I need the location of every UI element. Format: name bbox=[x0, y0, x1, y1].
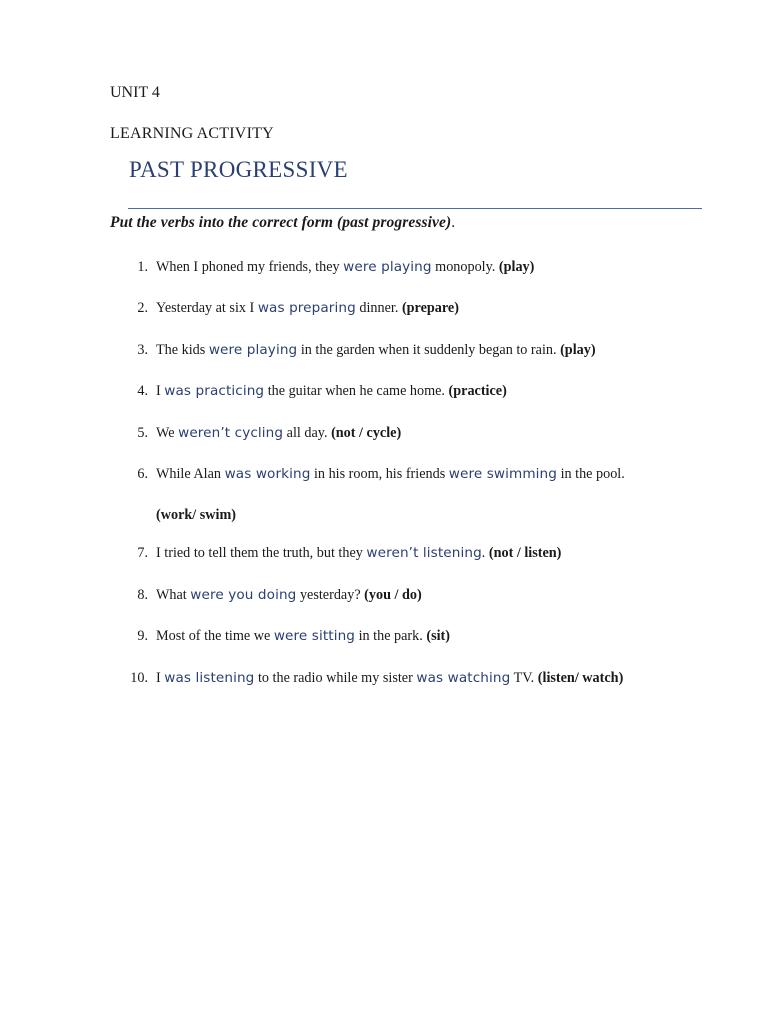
item-sentence bbox=[156, 628, 450, 645]
sentence-text: I tried to tell them the truth, but they bbox=[156, 545, 367, 561]
item-number: 4. bbox=[137, 383, 148, 399]
item-sentence bbox=[156, 425, 401, 442]
answer-verb: was working bbox=[224, 466, 311, 482]
item-sentence bbox=[156, 670, 623, 687]
answer-verb: were you doing bbox=[190, 587, 297, 603]
answer-verb: were sitting bbox=[273, 628, 356, 644]
sentence-text: all day. bbox=[283, 425, 332, 441]
sentence-text: I bbox=[156, 383, 165, 399]
item-sentence bbox=[156, 545, 561, 562]
verb-hint: (listen/ watch) bbox=[537, 670, 624, 686]
instruction-period: . bbox=[451, 214, 456, 231]
sentence-text: in his room, his friends bbox=[310, 466, 449, 482]
answer-verb: was listening bbox=[164, 670, 255, 686]
answer-verb: were playing bbox=[343, 259, 432, 275]
answer-verb: was practicing bbox=[164, 383, 265, 399]
item-sentence bbox=[156, 383, 507, 400]
verb-hint: (play) bbox=[498, 259, 535, 275]
item-sentence bbox=[156, 259, 534, 276]
answer-verb: were swimming bbox=[448, 466, 558, 482]
item-number: 2. bbox=[137, 300, 148, 316]
answer-verb: weren’t listening bbox=[366, 545, 482, 561]
verb-hint: (not / listen) bbox=[488, 545, 562, 561]
instruction-body: Put the verbs into the correct form (past progressive) bbox=[110, 214, 452, 231]
item-number: 1. bbox=[137, 259, 148, 275]
item-number: 10. bbox=[130, 670, 148, 686]
verb-hint: (prepare) bbox=[401, 300, 459, 316]
sentence-text: in the pool. bbox=[557, 466, 625, 482]
item-number: 9. bbox=[137, 628, 148, 644]
sentence-text: When I phoned my friends, they bbox=[156, 259, 344, 275]
sentence-text: . bbox=[481, 545, 489, 561]
sentence-text: to the radio while my sister bbox=[254, 670, 417, 686]
sentence-text: I bbox=[156, 670, 165, 686]
sentence-text: Yesterday at six I bbox=[156, 300, 258, 316]
sentence-text: We bbox=[156, 425, 179, 441]
activity-label: LEARNING ACTIVITY bbox=[110, 125, 274, 142]
verb-hint: (play) bbox=[560, 342, 596, 358]
verb-hint: (work/ swim) bbox=[156, 507, 236, 523]
sentence-text: While Alan bbox=[156, 466, 225, 482]
item-number: 8. bbox=[137, 587, 148, 603]
unit-label: UNIT 4 bbox=[110, 84, 160, 101]
verb-hint: (sit) bbox=[426, 628, 450, 644]
sentence-text: yesterday? bbox=[296, 587, 365, 603]
item-number: 7. bbox=[137, 545, 148, 561]
item-number: 6. bbox=[137, 466, 148, 482]
sentence-text: dinner. bbox=[355, 300, 402, 316]
answer-verb: was watching bbox=[416, 670, 511, 686]
sentence-text: What bbox=[156, 587, 191, 603]
item-sentence bbox=[156, 300, 459, 317]
sentence-text: Most of the time we bbox=[156, 628, 274, 644]
verb-hint: (you / do) bbox=[364, 587, 422, 603]
sentence-text: The kids bbox=[156, 342, 209, 358]
answer-verb: was preparing bbox=[257, 300, 356, 316]
answer-verb: were playing bbox=[208, 342, 298, 358]
sentence-text: TV. bbox=[510, 670, 538, 686]
instruction-text bbox=[110, 214, 455, 232]
item-sentence bbox=[156, 587, 422, 604]
verb-hint: (not / cycle) bbox=[331, 425, 402, 441]
sentence-text: the guitar when he came home. bbox=[264, 383, 449, 399]
item-number: 5. bbox=[137, 425, 148, 441]
answer-verb: weren’t cycling bbox=[178, 425, 284, 441]
sentence-text: in the park. bbox=[355, 628, 427, 644]
title-underline bbox=[128, 208, 702, 209]
item-sentence bbox=[156, 342, 596, 359]
item-sentence bbox=[156, 466, 625, 483]
verb-hint: (practice) bbox=[448, 383, 507, 399]
page-title: PAST PROGRESSIVE bbox=[129, 157, 348, 182]
sentence-text: in the garden when it suddenly began to rain. bbox=[297, 342, 561, 358]
sentence-text: monopoly. bbox=[431, 259, 499, 275]
item-number: 3. bbox=[137, 342, 148, 358]
